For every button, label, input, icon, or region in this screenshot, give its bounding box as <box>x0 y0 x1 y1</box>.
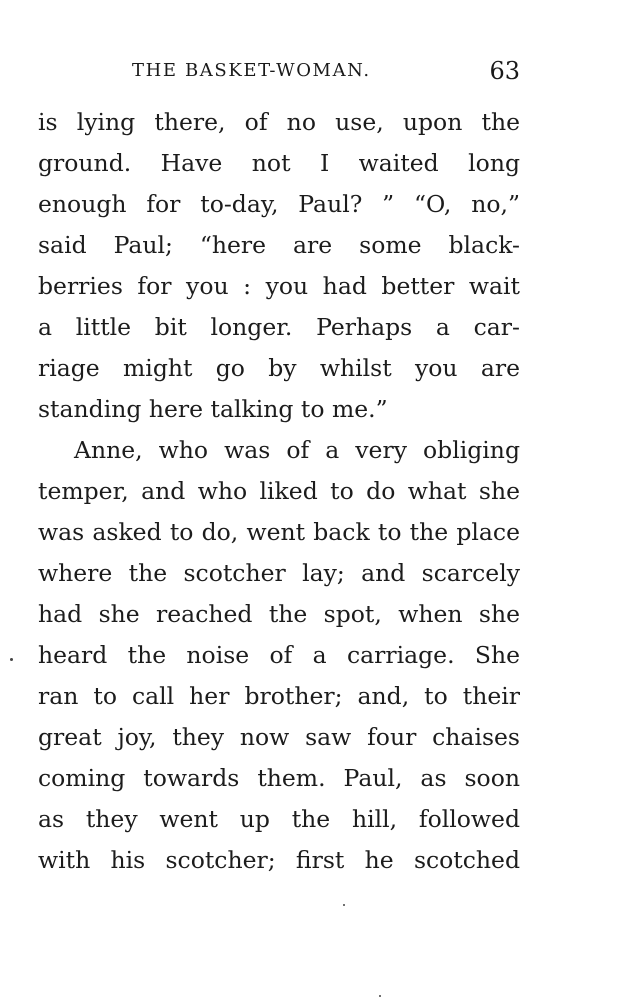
text-line: berries for you : you had better wait <box>38 272 520 300</box>
text-line: with his scotcher; first he scotched <box>38 846 520 874</box>
print-speck <box>10 658 13 661</box>
text-line: was asked to do, went back to the place <box>38 518 520 546</box>
text-line: ran to call her brother; and, to their <box>38 682 520 710</box>
text-line: as they went up the hill, followed <box>38 805 520 833</box>
text-line: is lying there, of no use, upon the <box>38 108 520 136</box>
text-line: a little bit longer. Perhaps a car- <box>38 313 520 341</box>
text-line: where the scotcher lay; and scarcely <box>38 559 520 587</box>
page-number: 63 <box>489 57 520 85</box>
text-line: said Paul; “here are some black- <box>38 231 520 259</box>
text-line: had she reached the spot, when she <box>38 600 520 628</box>
paragraph-first-line: Anne, who was of a very obliging <box>74 436 520 464</box>
print-speck <box>343 904 345 906</box>
text-line: great joy, they now saw four chaises <box>38 723 520 751</box>
print-speck <box>379 995 381 997</box>
text-line: standing here talking to me.” <box>38 395 388 423</box>
text-line: heard the noise of a carriage. She <box>38 641 520 669</box>
text-line: coming towards them. Paul, as soon <box>38 764 520 792</box>
text-line: ground. Have not I waited long <box>38 149 520 177</box>
text-line: enough for to-day, Paul? ” “O, no,” <box>38 190 520 218</box>
text-line: riage might go by whilst you are <box>38 354 520 382</box>
body-text <box>38 102 520 881</box>
running-title: THE BASKET-WOMAN. <box>132 60 371 81</box>
running-head <box>38 56 520 86</box>
text-line: temper, and who liked to do what she <box>38 477 520 505</box>
